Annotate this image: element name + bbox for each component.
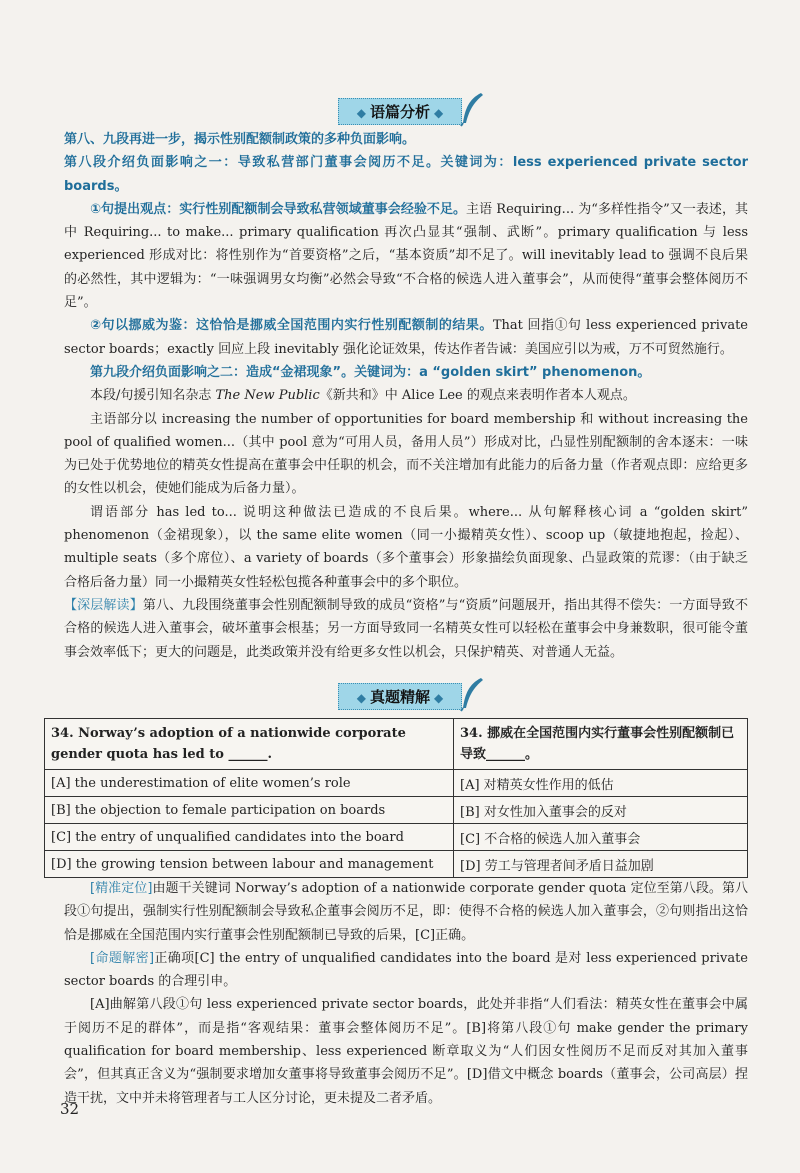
dot-icon: ◆ — [356, 690, 366, 705]
practice-section-tag — [0, 681, 800, 711]
source-note-a: 本段/句援引知名杂志 — [90, 388, 216, 404]
analysis-subject-part: 主语部分以 increasing the number of opportunities for board membership 和 without increasing the pool of qualified women...（其中 pool 意为“可用人员，备用人员”）形成对比，凸显性别配额制的舍本逐末：一味为已处于优势地位的精英女性提高在董事会中任职的机会，而不关注增加有此能力的后备力量（作者观点即：应给更多的女性以机会，使她们能成为后备力量）。 — [64, 411, 748, 497]
page-number: 32 — [60, 1100, 80, 1118]
option-row — [45, 770, 748, 797]
analysis-deep-reading — [64, 594, 748, 664]
dot-icon: ◆ — [434, 690, 444, 705]
decode-label: [命题解密] — [90, 950, 155, 966]
analysis-source-note — [64, 384, 748, 407]
option-a-en: [A] the underestimation of elite women’s role — [45, 770, 454, 797]
option-row — [45, 851, 748, 878]
explanation-decode — [64, 947, 748, 994]
point-1-highlight: ①句提出观点：实行性别配额制会导致私营领域董事会经验不足。 — [90, 201, 467, 217]
deep-reading-label: 【深层解读】 — [64, 597, 143, 613]
question-stem-cn: 34. 挪威在全国范围内实行董事会性别配额制已导致______。 — [454, 719, 748, 770]
option-row — [45, 797, 748, 824]
dot-icon: ◆ — [434, 105, 444, 120]
option-d-en: [D] the growing tension between labour and management — [45, 851, 454, 878]
option-row — [45, 824, 748, 851]
analysis-intro: 第八、九段再进一步，揭示性别配额制政策的多种负面影响。 — [64, 132, 416, 147]
option-a-cn: [A] 对精英女性作用的低估 — [454, 770, 748, 797]
analysis-section-tag — [0, 96, 800, 126]
question-table — [44, 718, 748, 878]
source-note-b: 《新共和》中 Alice Lee 的观点来表明作者本人观点。 — [319, 388, 636, 404]
explanation-distractors: [A]曲解第八段①句 less experienced private sector boards，此处并非指“人们看法：精英女性在董事会中属于阅历不足的群体”，而是指“客观结果：董事会整体阅历不足”。[B]将第八段①句 make gender the primary qualification for board membership、less experienced 断章取义为“人们因女性阅历不足而反对其加入董事会”，但其真正含义为“强制要求增加女董事将导致董事会阅历不足”。[D]借文中概念 boards（董事会，公司高层）捏造干扰，文中并未将管理者与工人区分讨论，更未提及二者矛盾。 — [64, 997, 748, 1106]
analysis-para9-heading: 第九段介绍负面影响之二：造成“金裙现象”。关键词为：a “golden skirt” phenomenon。 — [90, 364, 651, 380]
practice-tag-label: 真题精解 — [369, 687, 430, 706]
question-stem-row — [45, 719, 748, 770]
analysis-tag-box — [338, 98, 462, 125]
option-b-en: [B] the objection to female participation on boards — [45, 797, 454, 824]
analysis-para8-heading: 第八段介绍负面影响之一：导致私营部门董事会阅历不足。关键词为：less experienced private sector boards。 — [64, 155, 748, 194]
practice-tag-box — [338, 683, 462, 710]
dot-icon: ◆ — [356, 105, 366, 120]
quill-pen-icon — [459, 676, 485, 712]
question-stem-en: 34. Norway’s adoption of a nationwide corporate gender quota has led to ______. — [45, 719, 454, 770]
deep-reading-text: 第八、九段围绕董事会性别配额制导致的成员“资格”与“资质”问题展开，指出其得不偿失：一方面导致不合格的候选人进入董事会，破坏董事会根基；另一方面导致同一名精英女性可以轻松在董事会中身兼数职，很可能令董事会效率低下；更大的问题是，此类政策并没有给更多女性以机会，只保护精英、对普通人无益。 — [64, 597, 748, 660]
analysis-predicate-part: 谓语部分 has led to... 说明这种做法已造成的不良后果。where... 从句解释核心词 a “golden skirt” phenomenon（金裙现象），以 the same elite women（同一小撮精英女性）、scoop up（敏捷地抱起，捡起）、multiple seats（多个席位）、a variety of boards（多个董事会）形象描绘负面现象、凸显政策的荒谬：（由于缺乏合格后备力量）同一小撮精英女性轻松包揽各种董事会中的多个职位。 — [64, 504, 748, 590]
magazine-title: The New Public — [215, 388, 320, 404]
locate-text: 由题干关键词 Norway’s adoption of a nationwide corporate gender quota 定位至第八段。第八段①句提出，强制实行性别配额制会导致私企董事会阅历不足，即：使得不合格的候选人加入董事会，②句则指出这恰恰是挪威在全国范围内实行董事会性别配额制已导致的后果，[C]正确。 — [64, 881, 748, 943]
option-c-en: [C] the entry of unqualified candidates into the board — [45, 824, 454, 851]
analysis-tag-label: 语篇分析 — [369, 102, 430, 121]
point-2-text: That 回指①句 less experienced private sector boards；exactly 回应上段 inevitably 强化论证效果，传达作者告诫：美国应引以为戒，万不可贸然施行。 — [64, 318, 748, 357]
locate-label: [精准定位] — [90, 881, 153, 896]
option-b-cn: [B] 对女性加入董事会的反对 — [454, 797, 748, 824]
explanation-locate — [64, 877, 748, 947]
point-2-highlight: ②句以挪威为鉴：这恰恰是挪威全国范围内实行性别配额制的结果。 — [90, 318, 493, 334]
analysis-point-1 — [64, 198, 748, 314]
point-1-text: 主语 Requiring... 为“多样性指令”又一表述，其中 Requiring... to make... primary qualification 再次凸显其“强制、武断”。primary qualification 与 less experienced 形成对比：将性别作为“首要资格”之后，“基本资质”却不足了。will inevitably lead to 强调不良后果的必然性，其中逻辑为：“一味强调男女均衡”必然会导致“不合格的候选人进入董事会”，从而使得“董事会整体阅历不足”。 — [64, 201, 749, 311]
explanation-body — [64, 877, 748, 1110]
quill-pen-icon — [459, 91, 485, 127]
option-d-cn: [D] 劳工与管理者间矛盾日益加剧 — [454, 851, 748, 878]
analysis-body — [64, 128, 748, 664]
analysis-point-2 — [64, 314, 748, 361]
decode-text: 正确项[C] the entry of unqualified candidates into the board 是对 less experienced private sector boards 的合理引申。 — [64, 950, 748, 990]
option-c-cn: [C] 不合格的候选人加入董事会 — [454, 824, 748, 851]
